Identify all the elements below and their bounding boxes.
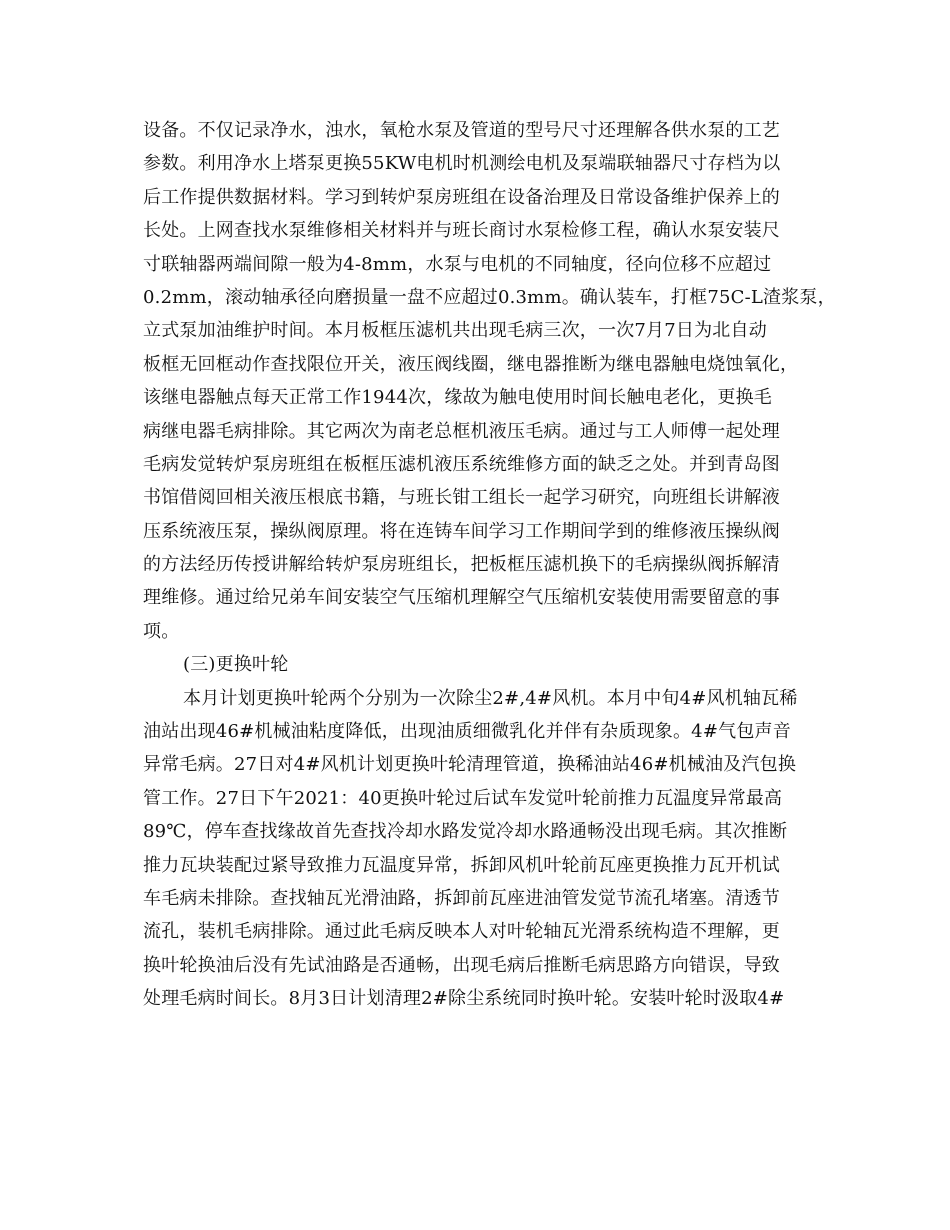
paragraph-impeller-replacement xyxy=(143,682,807,1016)
text-line: 流孔，装机毛病排除。通过此毛病反映本人对叶轮轴瓦光滑系统构造不理解，更 xyxy=(143,921,780,943)
text-line: 89℃，停车查找缘故首先查找冷却水路发觉冷却水路通畅没出现毛病。其次推断 xyxy=(143,821,788,843)
text-line: 推力瓦块装配过紧导致推力瓦温度异常，拆卸风机叶轮前瓦座更换推力瓦开机试 xyxy=(143,854,780,876)
text-line: 处理毛病时间长。8月3日计划清理2#除尘系统同时换叶轮。安装叶轮时汲取4# xyxy=(143,988,785,1010)
text-line: 油站出现46#机械油粘度降低，出现油质细微乳化并伴有杂质现象。4#气包声音 xyxy=(143,721,791,743)
text-line: 后工作提供数据材料。学习到转炉泵房班组在设备治理及日常设备维护保养上的 xyxy=(143,186,780,208)
paragraph-equipment-maintenance xyxy=(143,114,836,648)
text-line: 立式泵加油维护时间。本月板框压滤机共出现毛病三次，一次7月7日为北自动 xyxy=(143,320,767,342)
document-body xyxy=(143,114,836,1016)
text-line: 设备。不仅记录净水，浊水，氧枪水泵及管道的型号尺寸还理解各供水泵的工艺 xyxy=(143,120,780,141)
text-line: 换叶轮换油后没有先试油路是否通畅，出现毛病后推断毛病思路方向错误，导致 xyxy=(143,954,780,976)
text-line: 本月计划更换叶轮两个分别为一次除尘2#,4#风机。本月中旬4#风机轴瓦稀 xyxy=(183,687,798,709)
text-line: 车毛病未排除。查找轴瓦光滑油路，拆卸前瓦座进油管发觉节流孔堵塞。清透节 xyxy=(143,887,780,909)
text-line: 管工作。27日下午2021：40更换叶轮过后试车发觉叶轮前推力瓦温度异常最高 xyxy=(143,787,783,809)
text-line: 寸联轴器两端间隙一般为4-8mm，水泵与电机的不同轴度，径向位移不应超过 xyxy=(143,253,772,275)
text-line: 压系统液压泵，操纵阀原理。将在连铸车间学习工作期间学到的维修液压操纵阀 xyxy=(143,520,780,542)
text-line: 0.2mm，滚动轴承径向磨损量一盘不应超过0.3mm。确认装车，打框75C-L渣浆泵， xyxy=(143,286,836,308)
text-line: 项。 xyxy=(143,620,180,642)
section-heading: (三)更换叶轮 xyxy=(183,654,289,676)
text-line: 病继电器毛病排除。其它两次为南老总框机液压毛病。通过与工人师傅一起处理 xyxy=(143,420,780,442)
text-line: 长处。上网查找水泵维修相关材料并与班长商讨水泵检修工程，确认水泵安装尺 xyxy=(143,220,780,242)
text-line: 毛病发觉转炉泵房班组在板框压滤机液压系统维修方面的缺乏之处。并到青岛图 xyxy=(143,453,780,475)
text-line: 书馆借阅回相关液压根底书籍，与班长钳工组长一起学习研究，向班组长讲解液 xyxy=(143,487,780,509)
text-line: 板框无回框动作查找限位开关，液压阀线圈，继电器推断为继电器触电烧蚀氧化， xyxy=(143,353,799,375)
text-line: 的方法经历传授讲解给转炉泵房班组长，把板框压滤机换下的毛病操纵阀拆解清 xyxy=(143,554,780,576)
text-line: 参数。利用净水上塔泵更换55KW电机时机测绘电机及泵端联轴器尺寸存档为以 xyxy=(143,153,781,175)
text-line: 该继电器触点每天正常工作1944次，缘故为触电使用时间长触电老化，更换毛 xyxy=(143,387,773,409)
text-line: 理维修。通过给兄弟车间安装空气压缩机理解空气压缩机安装使用需要留意的事 xyxy=(143,587,780,609)
text-line: 异常毛病。27日对4#风机计划更换叶轮清理管道，换稀油站46#机械油及汽包换 xyxy=(143,754,797,776)
